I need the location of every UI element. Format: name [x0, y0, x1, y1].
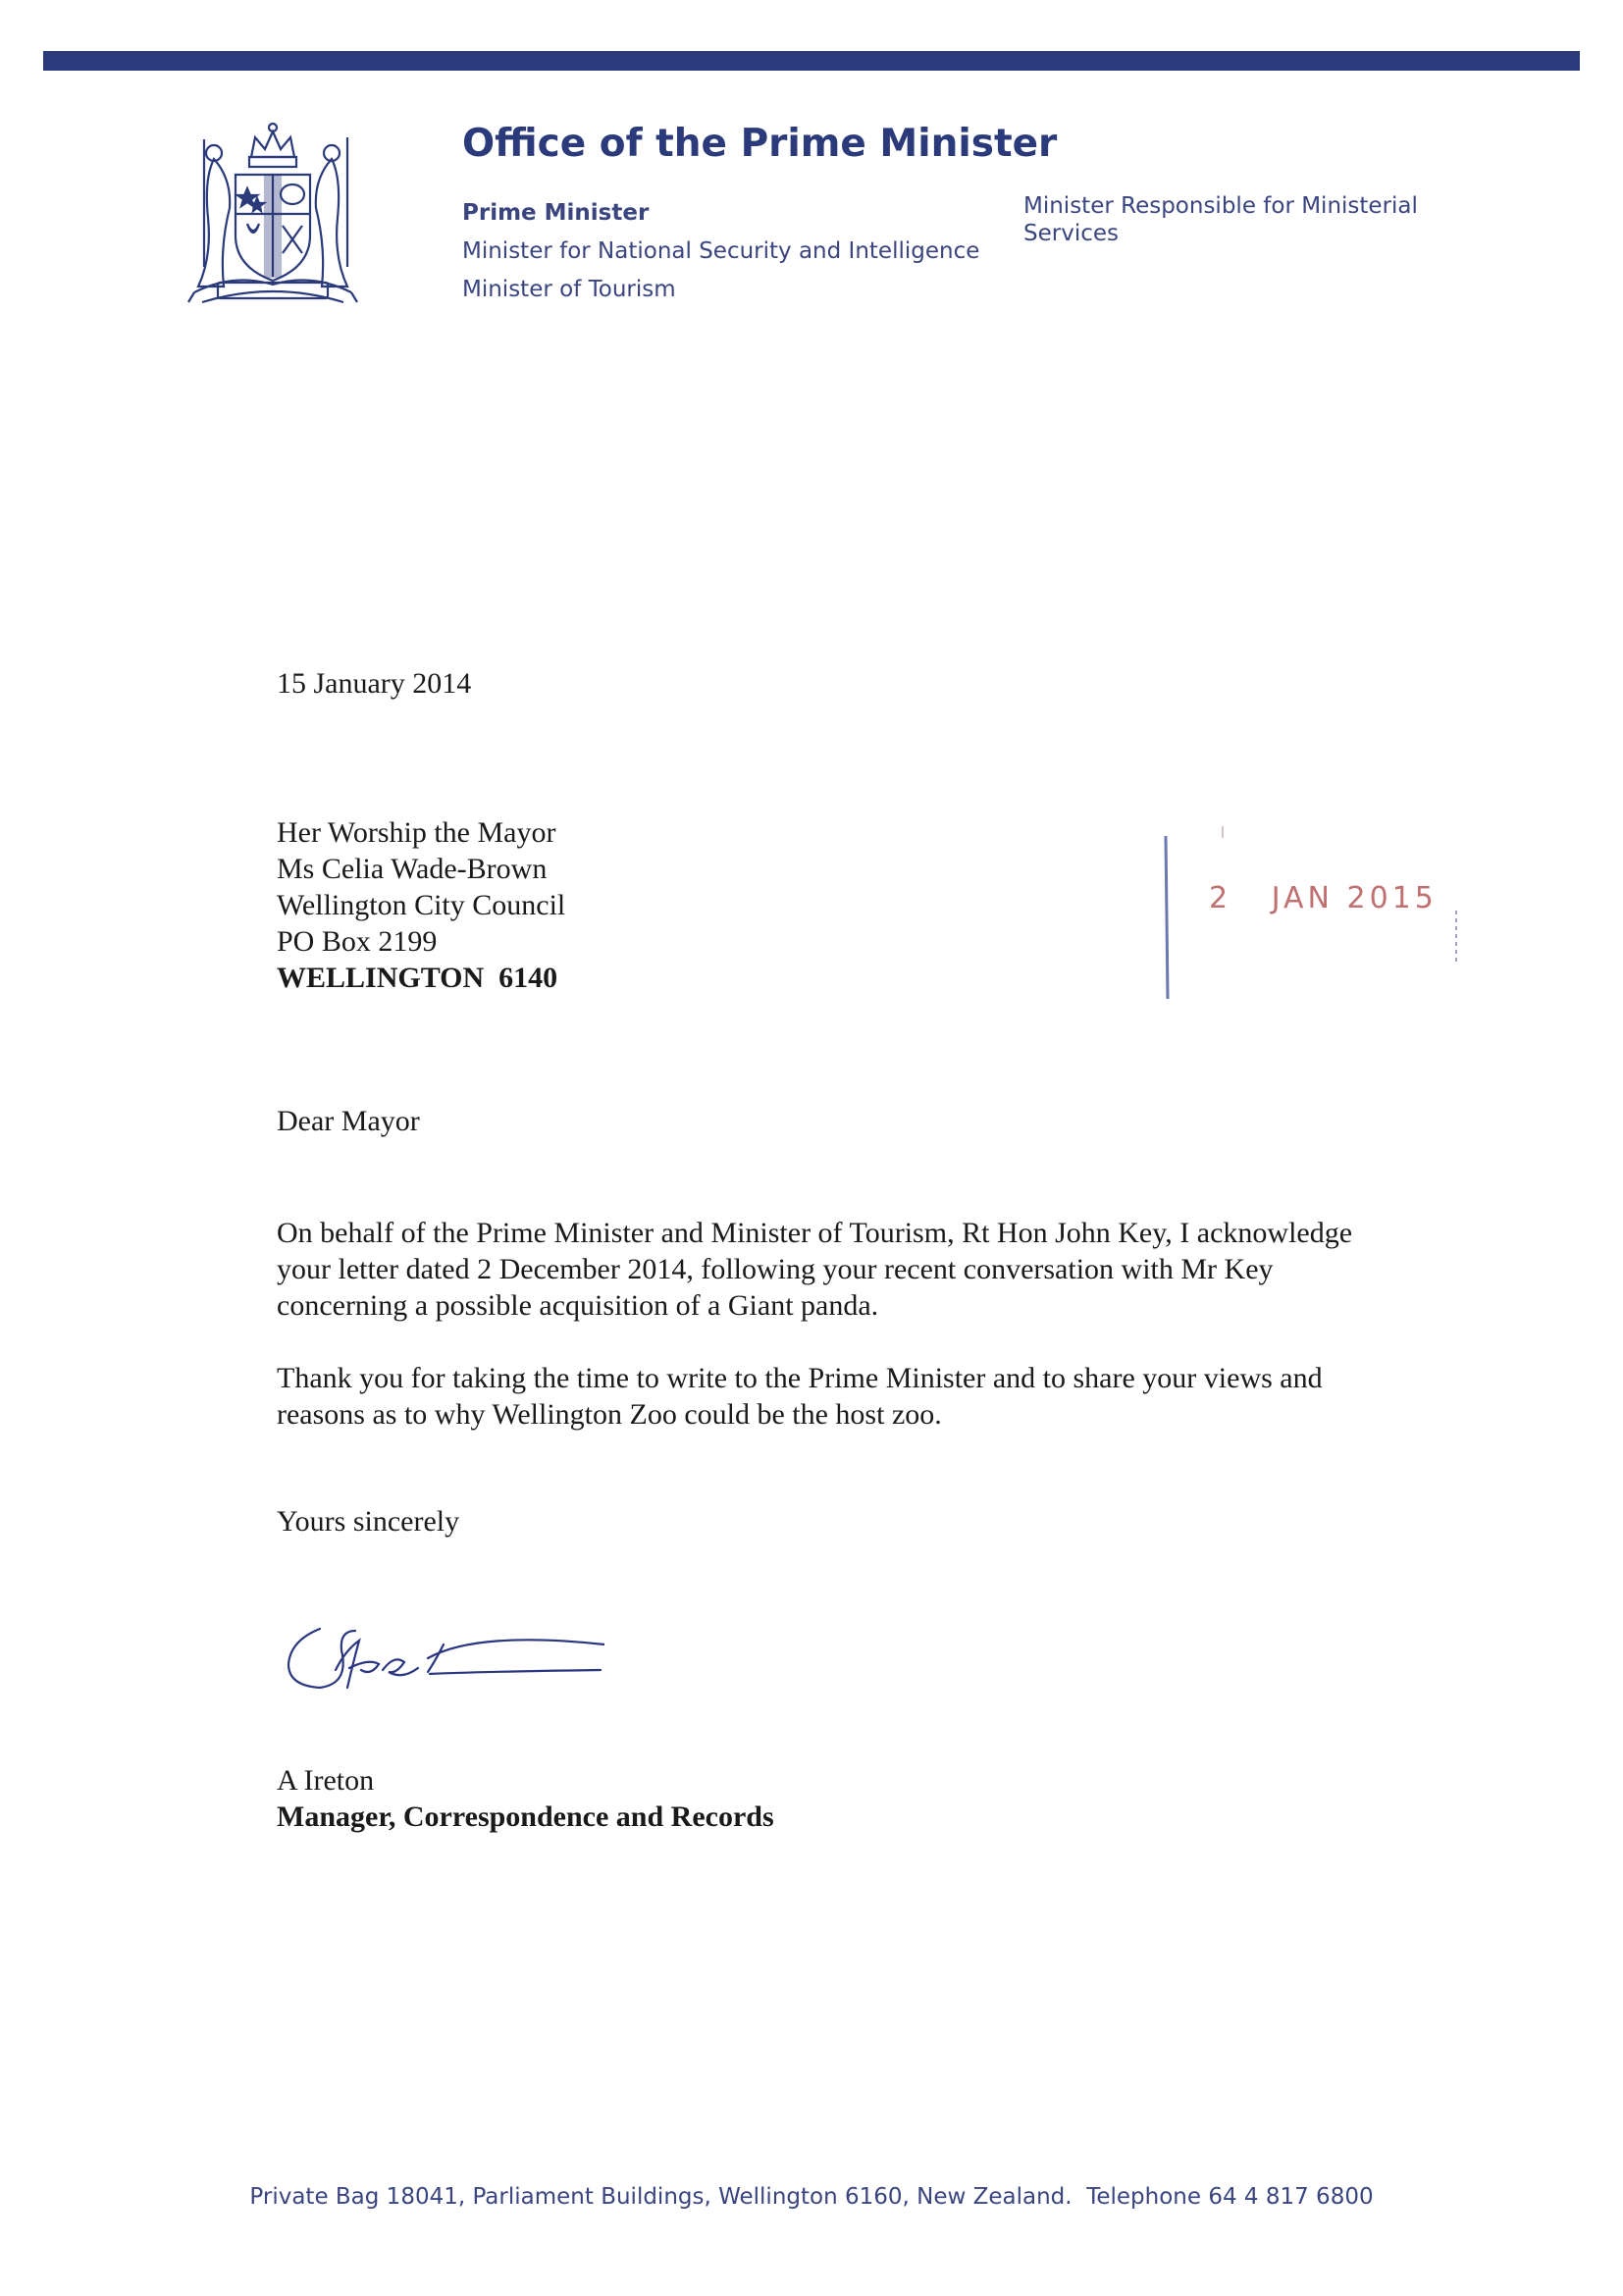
signer-title: Manager, Correspondence and Records: [277, 1800, 774, 1833]
received-stamp-date: 2 JAN 2015: [1209, 881, 1438, 915]
role-tourism: Minister of Tourism: [462, 277, 676, 302]
signer-name: A Ireton: [277, 1764, 375, 1797]
letterhead-rule: [43, 51, 1580, 71]
role-national-security: Minister for National Security and Intelligence: [462, 238, 980, 264]
address-line: Ms Celia Wade-Brown: [277, 853, 548, 885]
letterhead-footer: Private Bag 18041, Parliament Buildings, Wellington 6160, New Zealand. Telephone 64 4 817 6800: [249, 2184, 1374, 2210]
address-line: Wellington City Council: [277, 889, 566, 921]
role-prime-minister: Prime Minister: [462, 200, 650, 226]
recipient-address: [277, 814, 565, 996]
salutation: Dear Mayor: [277, 1105, 420, 1137]
address-line: PO Box 2199: [277, 925, 438, 958]
role-ministerial-services: Minister Responsible for Ministerial Services: [1023, 193, 1418, 246]
handwritten-signature: [281, 1611, 604, 1709]
body-paragraph: Thank you for taking the time to write to the Prime Minister and to share your views and reasons as to why Wellington Zoo could be the host zoo.: [277, 1362, 1323, 1431]
closing: Yours sincerely: [277, 1505, 460, 1538]
address-line: Her Worship the Mayor: [277, 816, 556, 849]
letterhead-title: Office of the Prime Minister: [462, 122, 1058, 166]
letterhead-roles: [462, 194, 979, 309]
letter-date: 15 January 2014: [277, 667, 472, 700]
address-city: WELLINGTON 6140: [277, 962, 558, 994]
signer-block: [277, 1762, 774, 1835]
nz-coat-of-arms-icon: [175, 120, 371, 312]
body-paragraph: On behalf of the Prime Minister and Minister of Tourism, Rt Hon John Key, I acknowledge your letter dated 2 December 2014, following your recent conversation with Mr Key concerning a possible acquisition of a Giant panda.: [277, 1217, 1353, 1322]
